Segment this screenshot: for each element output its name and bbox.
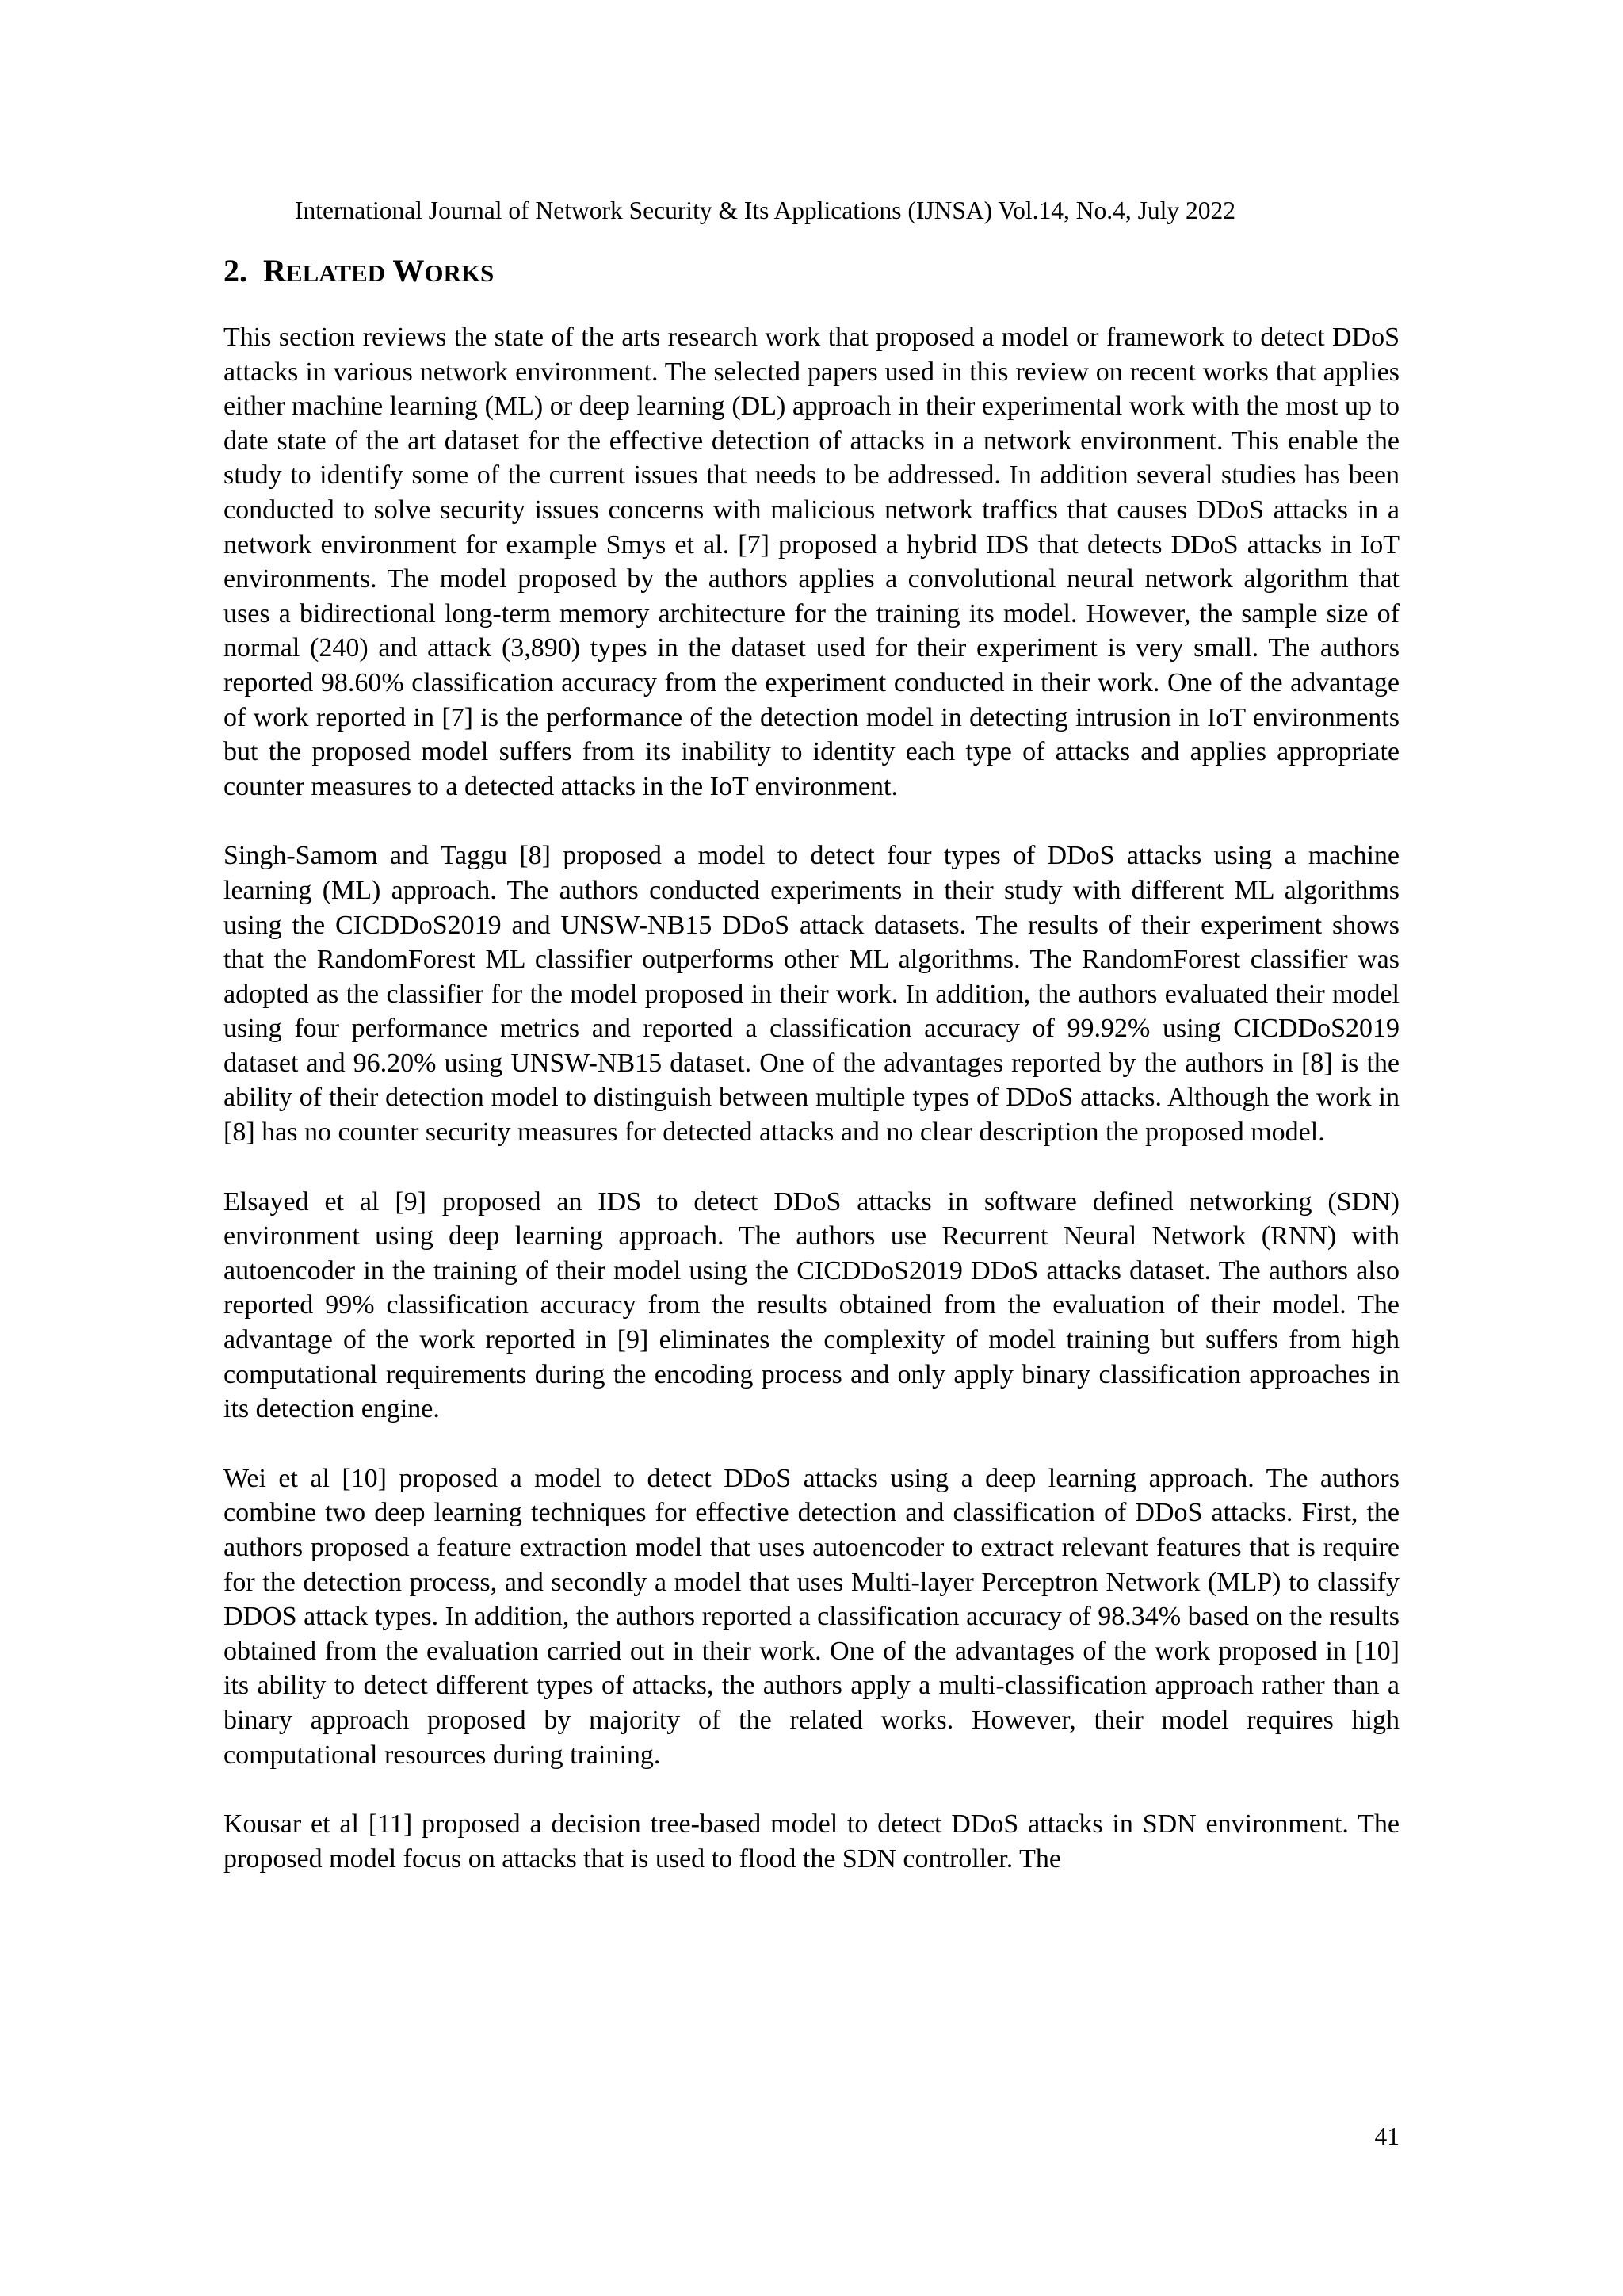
section-body bbox=[223, 320, 1400, 1911]
paragraph-singh-samom: Singh-Samom and Taggu [8] proposed a model to detect four types of DDoS attacks using a machine learning (ML) approach. The authors conducted experiments in their study with different ML algorithms using the CICDDoS2019 and UNSW-NB15 DDoS attack datasets. The results of their experiment shows that the RandomForest ML classifier outperforms other ML algorithms. The RandomForest classifier was adopted as the classifier for the model proposed in their work. In addition, the authors evaluated their model using four performance metrics and reported a classification accuracy of 99.92% using CICDDoS2019 dataset and 96.20% using UNSW-NB15 dataset. One of the advantages reported by the authors in [8] is the ability of their detection model to distinguish between multiple types of DDoS attacks. Although the work in [8] has no counter security measures for detected attacks and no clear description the proposed model. bbox=[223, 841, 1400, 1148]
section-title-orks: ORKS bbox=[424, 259, 495, 287]
paragraph-kousar: Kousar et al [11] proposed a decision tree-based model to detect DDoS attacks in SDN environment. The proposed model focus on attacks that is used to flood the SDN controller. The bbox=[223, 1809, 1400, 1874]
section-title-initial-w: W bbox=[392, 253, 425, 288]
paragraph-wei: Wei et al [10] proposed a model to detect DDoS attacks using a deep learning approach. The authors combine two deep learning techniques for effective detection and classification of DDoS attacks. First, the authors proposed a feature extraction model that uses autoencoder to extract relevant features that is require for the detection process, and secondly a model that uses Multi-layer Perceptron Network (MLP) to classify DDOS attack types. In addition, the authors reported a classification accuracy of 98.34% based on the results obtained from the evaluation carried out in their work. One of the advantages of the work proposed in [10] its ability to detect different types of attacks, the authors apply a multi-classification approach rather than a binary approach proposed by majority of the related works. However, their model requires high computational resources during training. bbox=[223, 1463, 1400, 1770]
journal-running-header: International Journal of Network Security & Its Applications (IJNSA) Vol.14, No.4, July 2022 bbox=[295, 197, 1235, 224]
paragraph-elsayed: Elsayed et al [9] proposed an IDS to detect DDoS attacks in software defined networking (SDN) environment using deep learning approach. The authors use Recurrent Neural Network (RNN) with autoencoder in the training of their model using the CICDDoS2019 DDoS attacks dataset. The authors also reported 99% classification accuracy from the results obtained from the evaluation of their model. The advantage of the work reported in [9] eliminates the complexity of model training but suffers from high computational requirements during the encoding process and only apply binary classification approaches in its detection engine. bbox=[223, 1186, 1400, 1424]
page-number: 41 bbox=[1374, 2122, 1400, 2150]
paragraph-intro-smys: This section reviews the state of the arts research work that proposed a model or framework to detect DDoS attacks in various network environment. The selected papers used in this review on recent works that applies either machine learning (ML) or deep learning (DL) approach in their experimental work with the most up to date state of the art dataset for the effective detection of attacks in a network environment. This enable the study to identify some of the current issues that needs to be addressed. In addition several studies has been conducted to solve security issues concerns with malicious network traffics that causes DDoS attacks in a network environment for example Smys et al. [7] proposed a hybrid IDS that detects DDoS attacks in IoT environments. The model proposed by the authors applies a convolutional neural network algorithm that uses a bidirectional long-term memory architecture for the training its model. However, the sample size of normal (240) and attack (3,890) types in the dataset used for their experiment is very small. The authors reported 98.60% classification accuracy from the experiment conducted in their work. One of the advantage of work reported in [7] is the performance of the detection model in detecting intrusion in IoT environments but the proposed model suffers from its inability to identity each type of attacks and applies appropriate counter measures to a detected attacks in the IoT environment. bbox=[223, 323, 1400, 801]
section-title-initial-r: R bbox=[263, 253, 286, 288]
section-number: 2. bbox=[223, 253, 247, 288]
section-heading bbox=[223, 252, 494, 292]
section-title-elated: ELATED bbox=[285, 259, 386, 287]
